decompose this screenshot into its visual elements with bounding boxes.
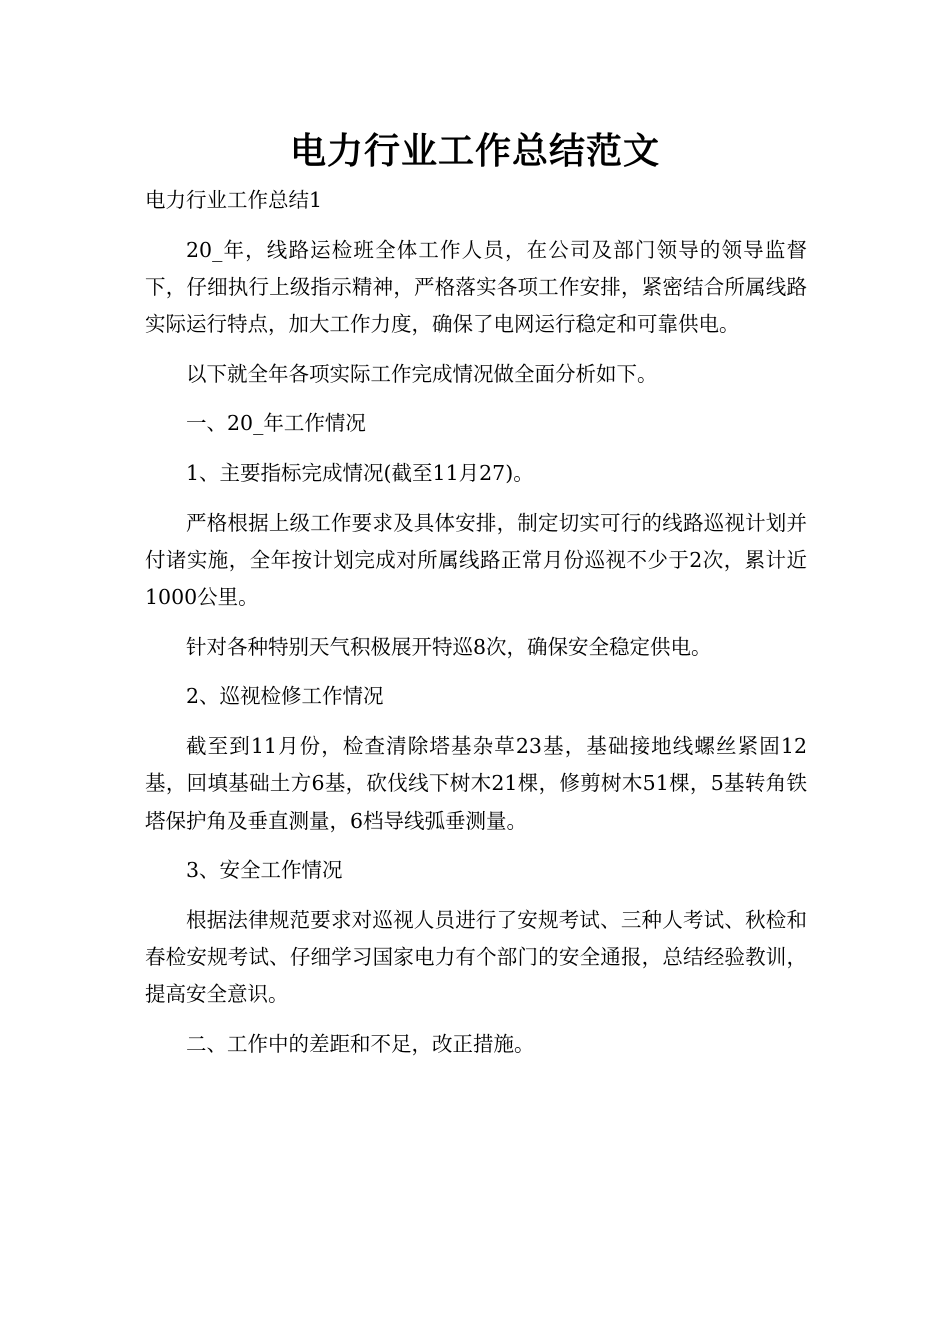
paragraph: 20_年，线路运检班全体工作人员，在公司及部门领导的领导监督下，仔细执行上级指示精神，严格落实各项工作安排，紧密结合所属线路实际运行特点，加大工作力度，确保了电网运行稳定和可靠供电。 (145, 237, 807, 337)
section-heading: 二、工作中的差距和不足，改正措施。 (186, 1031, 535, 1056)
subsection-heading: 1、主要指标完成情况(截至11月27)。 (186, 460, 534, 485)
subsection-heading: 2、巡视检修工作情况 (186, 684, 384, 709)
section-heading: 一、20_年工作情况 (186, 411, 366, 436)
paragraph: 以下就全年各项实际工作完成情况做全面分析如下。 (186, 361, 658, 386)
document-title: 电力行业工作总结范文 (289, 131, 660, 172)
paragraph: 根据法律规范要求对巡视人员进行了安规考试、三种人考试、秋检和春检安规考试、仔细学习国家电力有个部门的安全通报，总结经验教训，提高安全意识。 (145, 907, 807, 1007)
paragraph: 针对各种特别天气积极展开特巡8次，确保安全稳定供电。 (186, 634, 712, 659)
document-body (145, 182, 807, 1076)
paragraph: 严格根据上级工作要求及具体安排，制定切实可行的线路巡视计划并付诸实施，全年按计划完成对所属线路正常月份巡视不少于2次，累计近1000公里。 (145, 510, 807, 610)
subsection-heading: 3、安全工作情况 (186, 858, 343, 883)
section-heading: 电力行业工作总结1 (145, 188, 323, 212)
paragraph: 截至到11月份，检查清除塔基杂草23基，基础接地线螺丝紧固12基，回填基础土方6基，砍伐线下树木21棵，修剪树木51棵，5基转角铁塔保护角及垂直测量，6档导线弧垂测量。 (145, 733, 807, 833)
